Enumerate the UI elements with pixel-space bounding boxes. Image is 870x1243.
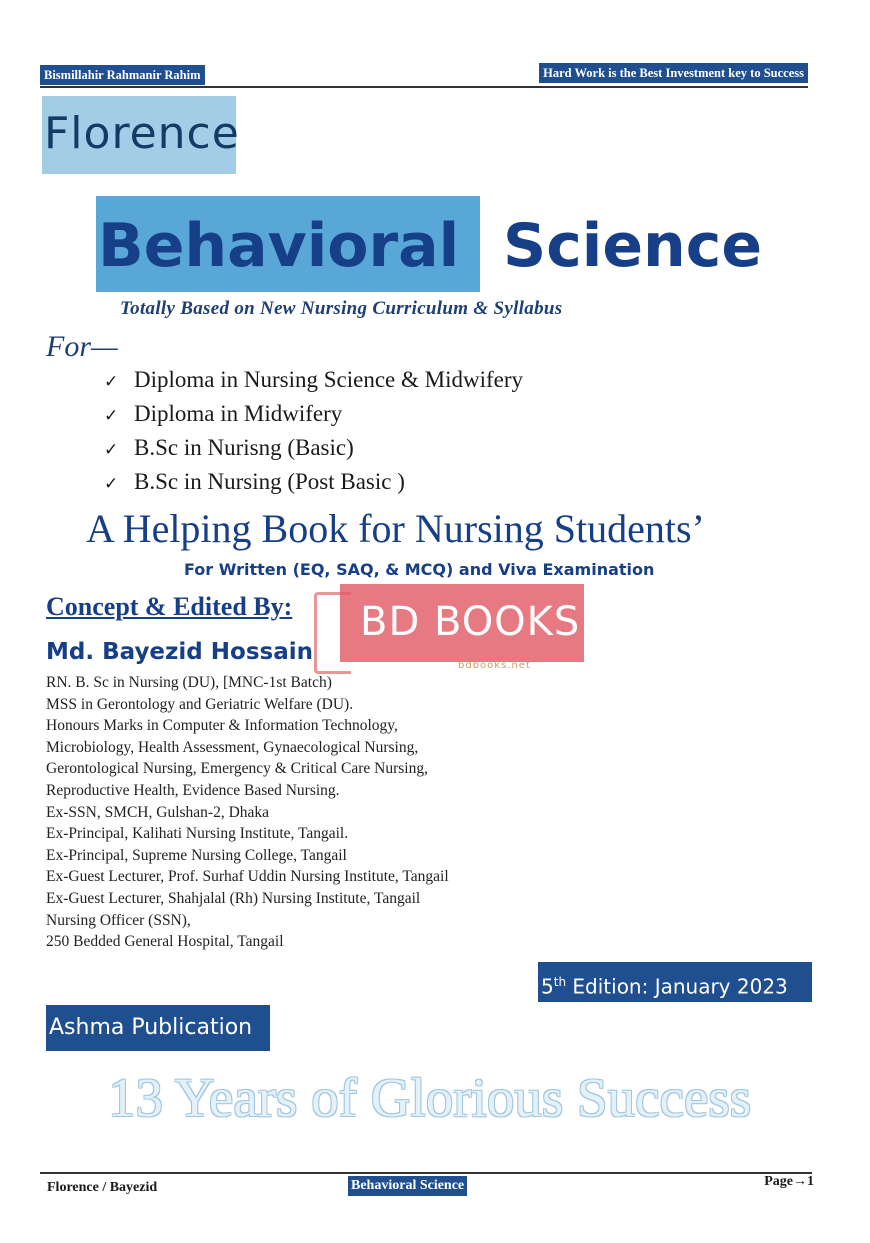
course-item	[104, 466, 523, 500]
exam-line: For Written (EQ, SAQ, & MCQ) and Viva Examination	[184, 560, 655, 579]
credential-line: RN. B. Sc in Nursing (DU), [MNC-1st Batch)	[46, 674, 332, 691]
check-icon: ✓	[104, 474, 119, 494]
course-list	[104, 364, 523, 500]
course-label: Diploma in Nursing Science & Midwifery	[134, 367, 524, 392]
for-label: For—	[46, 330, 118, 363]
course-item	[104, 364, 523, 398]
edition-suffix: th	[553, 975, 567, 989]
edition-label: Edition: January 2023	[566, 974, 788, 999]
check-icon: ✓	[104, 372, 119, 392]
footer-page-number: Page→1	[764, 1174, 814, 1189]
header-rule	[40, 86, 808, 88]
credential-line: Ex-Principal, Kalihati Nursing Institute, Tangail.	[46, 825, 349, 843]
brand-name: Florence	[44, 108, 240, 159]
book-title-part2: Science	[503, 211, 763, 281]
slogan: 13 Years of Glorious Success	[108, 1067, 752, 1128]
course-label: B.Sc in Nurisng (Basic)	[134, 435, 354, 460]
check-icon: ✓	[104, 406, 119, 426]
watermark-site: bdbooks.net	[458, 660, 531, 671]
edition-text	[541, 964, 788, 1005]
footer-left: Florence / Bayezid	[47, 1180, 158, 1195]
check-icon: ✓	[104, 440, 119, 460]
credential-line: Reproductive Health, Evidence Based Nursing.	[46, 781, 340, 799]
credential-line: MSS in Gerontology and Geriatric Welfare (DU).	[46, 695, 354, 713]
credential-line: Microbiology, Health Assessment, Gynaecological Nursing,	[46, 738, 419, 756]
author-heading: Concept & Edited By:	[46, 592, 293, 621]
credential-line: Nursing Officer (SSN),	[46, 911, 191, 929]
header-right-tag: Hard Work is the Best Investment key to Success	[539, 63, 808, 83]
credential-line: Ex-Guest Lecturer, Shahjalal (Rh) Nursing Institute, Tangail	[46, 889, 421, 907]
credential-line: 250 Bedded General Hospital, Tangail	[46, 933, 284, 951]
credential-line: Ex-Guest Lecturer, Prof. Surhaf Uddin Nursing Institute, Tangail	[46, 868, 449, 886]
edition-number: 5	[541, 974, 554, 999]
credential-line: Ex-SSN, SMCH, Gulshan-2, Dhaka	[46, 803, 270, 821]
author-credentials	[46, 672, 449, 953]
credential-line: Ex-Principal, Supreme Nursing College, Tangail	[46, 846, 347, 864]
author-name: Md. Bayezid Hossain	[46, 639, 313, 665]
course-item	[104, 398, 523, 432]
credential-line: Honours Marks in Computer & Information Technology,	[46, 717, 398, 735]
footer-rule	[40, 1172, 812, 1174]
book-title-part1: Behavioral	[98, 211, 460, 281]
header-left-tag: Bismillahir Rahmanir Rahim	[40, 65, 205, 85]
tagline: A Helping Book for Nursing Students’	[86, 506, 705, 551]
footer-center: Behavioral Science	[348, 1176, 467, 1196]
course-label: Diploma in Midwifery	[134, 401, 343, 426]
publisher-name: Ashma Publication	[49, 1015, 253, 1040]
course-item	[104, 432, 523, 466]
course-label: B.Sc in Nursing (Post Basic )	[134, 469, 405, 494]
watermark-text: BD BOOKS	[360, 599, 581, 645]
book-subtitle: Totally Based on New Nursing Curriculum & Syllabus	[120, 298, 563, 319]
credential-line: Gerontological Nursing, Emergency & Critical Care Nursing,	[46, 760, 428, 778]
